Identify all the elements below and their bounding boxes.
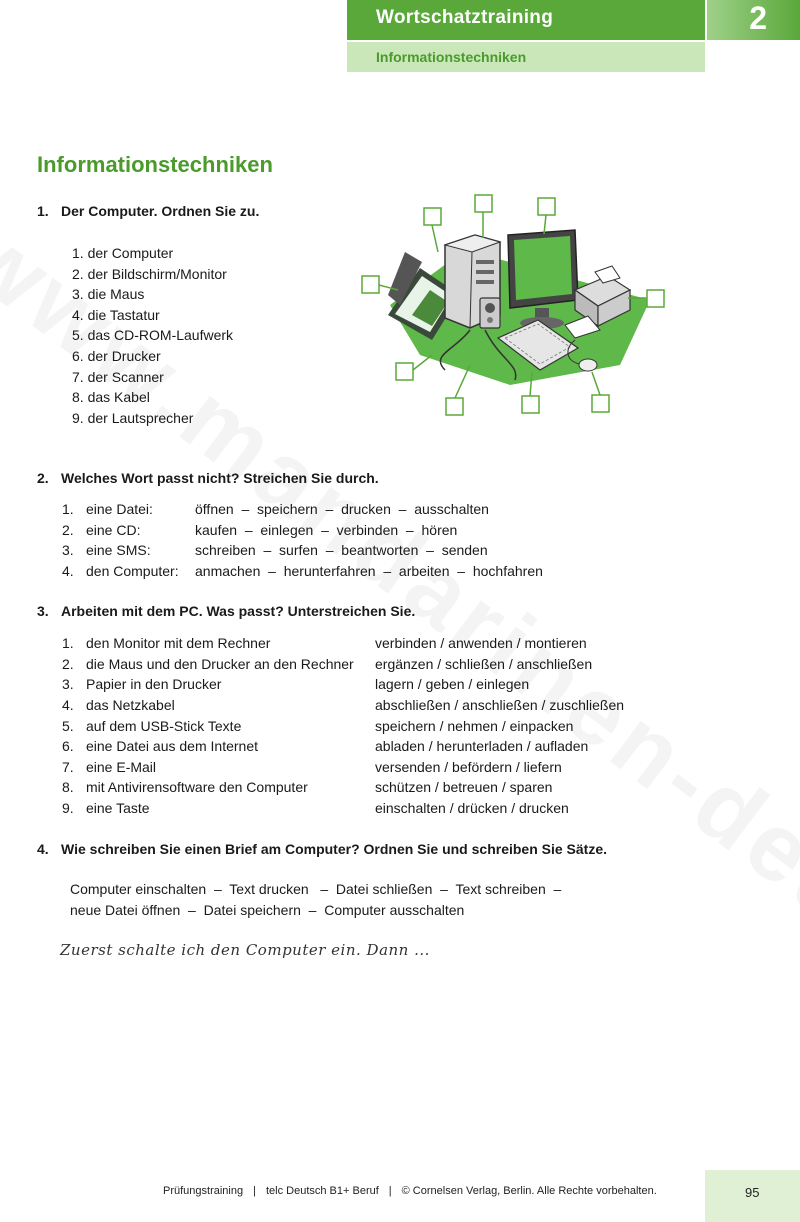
row-verb-options[interactable]: verbinden / anwenden / montieren: [375, 635, 587, 651]
task2-heading-text: Welches Wort passt nicht? Streichen Sie durch.: [61, 470, 379, 486]
task2-row: [62, 540, 662, 560]
task4-word-bank-line1: Computer einschalten – Text drucken – Datei schließen – Text schreiben –: [70, 881, 562, 897]
task3-heading-text: Arbeiten mit dem PC. Was passt? Unterstreichen Sie.: [61, 603, 416, 619]
task3-number: 3.: [37, 603, 49, 619]
row-number: 1.: [62, 501, 74, 517]
row-number: 3.: [62, 542, 74, 558]
task3-row: [62, 798, 662, 818]
row-phrase: Papier in den Drucker: [86, 676, 222, 692]
list-item: 8. das Kabel: [72, 389, 150, 406]
answer-box[interactable]: [647, 290, 664, 307]
chapter-number-box: [707, 0, 800, 40]
row-phrase: auf dem USB-Stick Texte: [86, 718, 242, 734]
task3-row: [62, 757, 662, 777]
row-phrase: eine E-Mail: [86, 759, 157, 775]
footer: [163, 1185, 657, 1197]
list-item: 9. der Lautsprecher: [72, 409, 194, 426]
row-number: 8.: [62, 779, 74, 795]
row-number: 1.: [62, 635, 74, 651]
row-verb-options[interactable]: ergänzen / schließen / anschließen: [375, 656, 593, 672]
row-term: den Computer:: [86, 563, 179, 579]
list-item: 3. die Maus: [72, 286, 145, 303]
row-phrase: mit Antivirensoftware den Computer: [86, 779, 308, 795]
task1-list: [72, 243, 233, 428]
row-verb-options[interactable]: abladen / herunterladen / aufladen: [375, 738, 589, 754]
page-number: 95: [745, 1185, 760, 1200]
speaker-icon: [480, 298, 500, 328]
answer-box[interactable]: [396, 363, 413, 380]
task2-row: [62, 499, 662, 519]
row-options[interactable]: schreiben – surfen – beantworten – senden: [195, 542, 488, 558]
row-number: 4.: [62, 697, 74, 713]
section-subtitle: Informationstechniken: [376, 49, 527, 65]
task4-heading: [37, 841, 607, 857]
answer-box[interactable]: [446, 398, 463, 415]
section-title: Wortschatztraining: [376, 7, 554, 28]
task4-number: 4.: [37, 841, 49, 857]
row-verb-options[interactable]: versenden / befördern / liefern: [375, 759, 562, 775]
row-number: 5.: [62, 718, 74, 734]
row-number: 6.: [62, 738, 74, 754]
page-number-box: [705, 1170, 800, 1222]
row-number: 3.: [62, 676, 74, 692]
footer-part1: Prüfungstraining: [163, 1185, 244, 1197]
row-options[interactable]: öffnen – speichern – drucken – ausschalten: [195, 501, 489, 517]
row-term: eine Datei:: [86, 501, 153, 517]
task3-row: [62, 736, 662, 756]
task3-row: [62, 654, 662, 674]
list-item: 4. die Tastatur: [72, 306, 160, 323]
row-options[interactable]: anmachen – herunterfahren – arbeiten – hochfahren: [195, 563, 543, 579]
row-number: 9.: [62, 800, 74, 816]
row-verb-options[interactable]: speichern / nehmen / einpacken: [375, 718, 574, 734]
computer-illustration: [360, 190, 670, 420]
row-phrase: das Netzkabel: [86, 697, 175, 713]
row-number: 4.: [62, 563, 74, 579]
row-verb-options[interactable]: einschalten / drücken / drucken: [375, 800, 569, 816]
answer-box[interactable]: [475, 195, 492, 212]
footer-separator: |: [253, 1185, 256, 1197]
task3-row: [62, 674, 662, 694]
answer-box[interactable]: [362, 276, 379, 293]
task1-heading-text: Der Computer. Ordnen Sie zu.: [61, 203, 260, 219]
task3-row: [62, 695, 662, 715]
task3-heading: [37, 603, 415, 619]
row-verb-options[interactable]: schützen / betreuen / sparen: [375, 779, 553, 795]
section-header: [347, 0, 705, 40]
list-item: 2. der Bildschirm/Monitor: [72, 265, 227, 282]
task2-heading: [37, 470, 379, 486]
answer-box[interactable]: [592, 395, 609, 412]
row-term: eine CD:: [86, 522, 141, 538]
page-title: Informationstechniken: [37, 152, 273, 177]
row-options[interactable]: kaufen – einlegen – verbinden – hören: [195, 522, 458, 538]
row-number: 7.: [62, 759, 74, 775]
footer-part2: telc Deutsch B1+ Beruf: [265, 1185, 379, 1197]
task3-row: [62, 633, 662, 653]
row-term: eine SMS:: [86, 542, 151, 558]
task3-row: [62, 777, 662, 797]
row-phrase: eine Datei aus dem Internet: [86, 738, 258, 754]
list-item: 5. das CD-ROM-Laufwerk: [72, 327, 234, 344]
task3-row: [62, 716, 662, 736]
row-verb-options[interactable]: abschließen / anschließen / zuschließen: [375, 697, 625, 713]
task2-row: [62, 561, 662, 581]
row-phrase: eine Taste: [86, 800, 150, 816]
task1-heading: [37, 203, 259, 219]
answer-box[interactable]: [522, 396, 539, 413]
answer-box[interactable]: [424, 208, 441, 225]
footer-part3: © Cornelsen Verlag, Berlin. Alle Rechte vorbehalten.: [401, 1185, 657, 1197]
section-subheader: [347, 42, 705, 72]
task4-word-bank-line2: neue Datei öffnen – Datei speichern – Computer ausschalten: [70, 902, 465, 918]
task1-number: 1.: [37, 203, 49, 219]
task2-number: 2.: [37, 470, 49, 486]
row-number: 2.: [62, 522, 74, 538]
row-verb-options[interactable]: lagern / geben / einlegen: [375, 676, 530, 692]
row-phrase: die Maus und den Drucker an den Rechner: [86, 656, 354, 672]
answer-box[interactable]: [538, 198, 555, 215]
chapter-number: 2: [749, 0, 767, 36]
footer-separator: |: [388, 1185, 392, 1197]
list-item: 6. der Drucker: [72, 347, 161, 364]
task4-heading-text: Wie schreiben Sie einen Brief am Computer? Ordnen Sie und schreiben Sie Sätze.: [61, 841, 608, 857]
list-item: 1. der Computer: [72, 245, 174, 261]
task2-row: [62, 520, 662, 540]
handwritten-answer[interactable]: Zuerst schalte ich den Computer ein. Dann ...: [60, 941, 430, 959]
list-item: 7. der Scanner: [72, 368, 164, 385]
row-number: 2.: [62, 656, 74, 672]
row-phrase: den Monitor mit dem Rechner: [86, 635, 271, 651]
